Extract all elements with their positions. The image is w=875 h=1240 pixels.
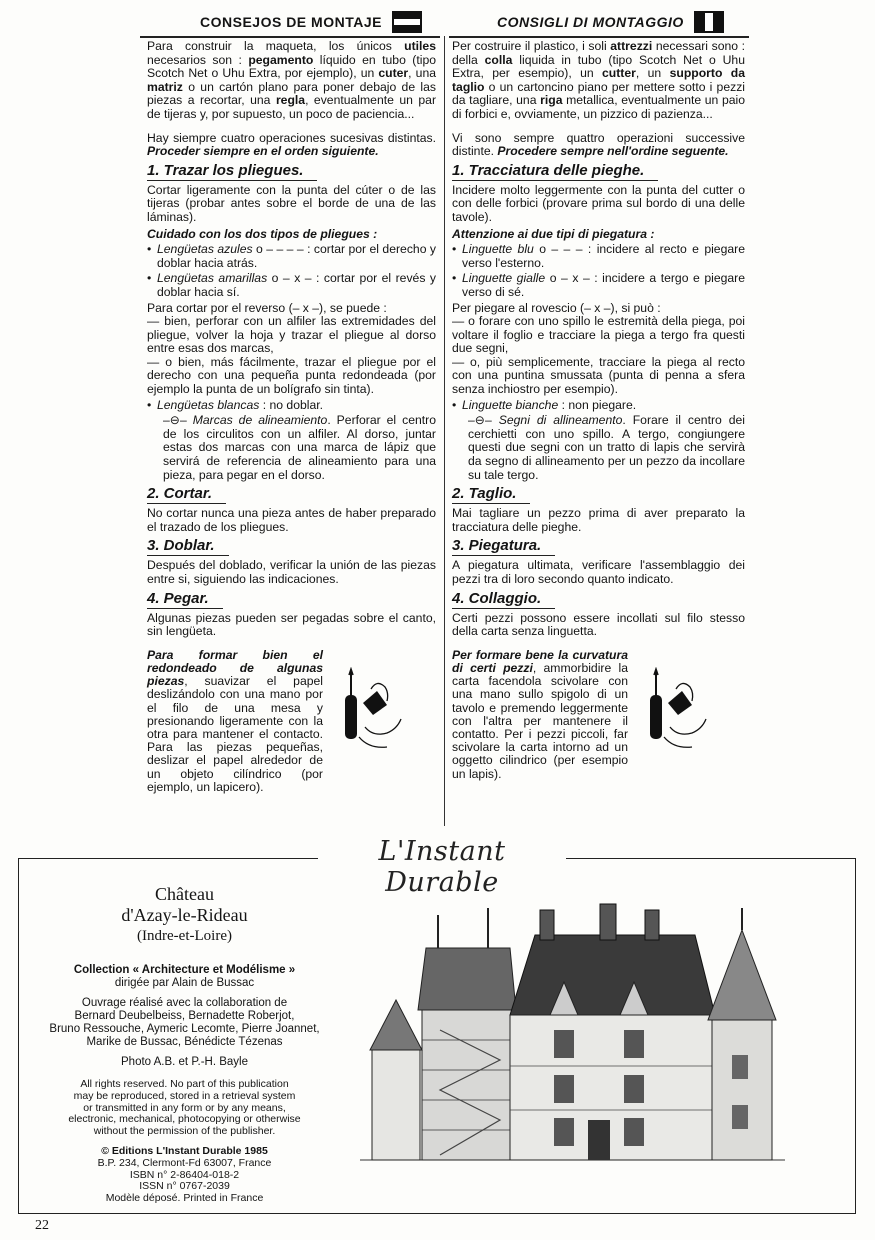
spanish-section-4-text: Algunas piezas pueden ser pegadas sobre el canto, sin lengüeta.	[147, 610, 436, 639]
italian-alignment-marks: –⊖– Segni di allineamento. Forare il centro dei cerchietti con uno spillo. A tergo, congiungere questi due segni con un tratto di lapis che servirà da segno di allineamento per un pezzo da incollare su tale tergo.	[468, 413, 745, 482]
brand-rule-right	[566, 858, 856, 859]
italian-section-3: 3. Piegatura.	[452, 537, 555, 556]
italian-header-title: CONSIGLI DI MONTAGGIO	[497, 14, 684, 30]
spanish-bullet-white: • Lengüetas blancas : no doblar.	[147, 397, 324, 412]
italian-bullet-white: • Linguette bianche : non piegare.	[452, 397, 637, 412]
spanish-column	[147, 40, 436, 794]
publisher-info: © Editions L'Instant Durable 1985 B.P. 234, Clermont-Fd 63007, France ISBN n° 2-86404-018-2 ISSN n° 0767-2039 Modèle déposé. Printed in France	[97, 1144, 272, 1205]
colophon	[32, 884, 337, 1205]
rights-notice: All rights reserved. No part of this publication may be reproduced, stored in a retrieval system or transmitted in any form or by any means, electronic, mechanical, photocopying or otherwise without the permission of the publisher.	[68, 1078, 301, 1138]
column-divider	[444, 36, 445, 826]
italian-intro: Per costruire il plastico, i soli attrezzi necessari sono : della colla liquida in tubo (tipo Scotch Net o Uhu Extra, per esempio), un cutter, un supporto da taglio o un cartoncino piano per mettere sotto i pezzi da tagliare, una riga metallica, eventualmente un paio di forbici e, ovviamente, un pizzico di pazienza...	[452, 39, 745, 121]
collaborators-line-3: Bruno Ressouche, Aymeric Lecomte, Pierre Joannet,	[49, 1023, 320, 1035]
italian-section-1: 1. Tracciatura delle pieghe.	[452, 162, 658, 181]
spanish-intro: Para construir la maqueta, los únicos utiles necesarios son : pegamento líquido en tubo (tipo Scotch Net o Uhu Extra, por ejemplo), un cuter, una matriz o un cartón plano para poner debajo de las piezas a recortar, una regla, eventualmente un par de tijeras y, por supuesto, un poco de paciencia...	[147, 39, 437, 121]
italian-header	[497, 9, 724, 35]
spanish-section-2-text: No cortar nunca una pieza antes de haber preparado el trazado de los pliegues.	[147, 506, 436, 534]
collection-director: dirigée par Alain de Bussac	[114, 977, 255, 989]
italian-section-4: 4. Collaggio.	[452, 590, 555, 609]
italian-section-4-text: Certi pezzi possono essere incollati sul filo stesso della carta senza linguetta.	[452, 610, 745, 639]
spanish-bullet-yellow: • Lengüetas amarillas o – x – : cortar por el revés y doblar hacia sí.	[147, 271, 437, 299]
alignment-mark-icon: –⊖–	[163, 413, 187, 428]
publisher-logo: L'Instant Durable	[378, 836, 506, 898]
header-rule-right	[449, 36, 749, 38]
book-region: (Indre-et-Loire)	[137, 928, 232, 944]
spanish-flag-icon	[392, 11, 422, 33]
spanish-bullet-blue: • Lengüetas azules o – – – – : cortar por el derecho y doblar hacia atrás.	[147, 242, 436, 270]
italian-order: Vi sono sempre quattro operazioni successive distinte. Procedere sempre nell'ordine seguente.	[452, 130, 745, 159]
castle-illustration	[360, 890, 790, 1200]
book-title-line-2: d'Azay-le-Rideau	[121, 905, 248, 925]
italian-bullet-blue: • Linguette blu o – – – : incidere al recto e piegare verso l'esterno.	[452, 242, 745, 270]
collaborators-line-4: Marike de Bussac, Bénédicte Tézenas	[86, 1036, 283, 1048]
spanish-section-1: 1. Trazar los pliegues.	[147, 162, 317, 181]
italian-section-1-text: Incidere molto leggermente con la punta del cutter o con delle forbici (provare prima sul bordo di una delle tavole).	[452, 182, 745, 224]
collection-name: Collection « Architecture et Modélisme »	[73, 964, 296, 976]
alignment-mark-icon: –⊖–	[468, 413, 492, 428]
italian-reverse-intro: Per piegare al rovescio (– x –), si può :	[452, 300, 661, 315]
book-title-line-1: Château	[155, 884, 214, 904]
italian-fold-types: Attenzione ai due tipi di piegatura :	[452, 226, 655, 241]
italian-column	[452, 40, 745, 781]
spanish-reverse-option-1: — bien, perforar con un alfiler las extremidades del pliegue, volver la hoja y trazar el pliegue al dorso entre esas dos marcas,	[147, 314, 436, 356]
spanish-section-2: 2. Cortar.	[147, 485, 226, 504]
italian-section-2: 2. Taglio.	[452, 485, 530, 504]
spanish-alignment-marks: –⊖– Marcas de alineamiento. Perforar el centro de los circulitos con un alfiler. Al dorso, juntar estas dos marcas con una marca de lápiz que servirá de referencia de alineamiento para una pieza, para pegar en el dorso.	[163, 413, 436, 482]
spanish-header	[200, 9, 422, 35]
italian-bullet-yellow: • Linguette gialle o – x – : incidere a tergo e piegare verso di sé.	[452, 271, 745, 299]
spanish-order: Hay siempre cuatro operaciones sucesivas distintas. Proceder siempre en el orden siguiente.	[147, 130, 436, 159]
italian-reverse-option-1: — o forare con uno spillo le estremità della piega, poi voltare il foglio e tracciare la piega a tergo fra questi due segni,	[452, 314, 745, 356]
spanish-section-4: 4. Pegar.	[147, 590, 223, 609]
collaborators-line-1: Ouvrage réalisé avec la collaboration de	[81, 997, 288, 1009]
italian-section-3-text: A piegatura ultimata, verificare l'assemblaggio dei pezzi tra di loro secondo quanto indicato.	[452, 558, 745, 586]
italian-rounding-tip: Per formare bene la curvatura di certi pezzi, ammorbidire la carta facendola scivolare con una mano sullo spigolo di un tavolo e premendo leggermente con l'altra per mantenere il contatto. Per i pezzi piccoli, far scivolare la carta intorno ad un oggetto cilindrico (per esempio un lapis).	[452, 649, 745, 781]
collaborators-line-2: Bernard Deubelbeiss, Bernadette Roberjot,	[74, 1010, 295, 1022]
header-rule-left	[140, 36, 440, 38]
photo-credit: Photo A.B. et P.-H. Bayle	[121, 1056, 248, 1068]
spanish-section-3-text: Después del doblado, verificar la unión de las piezas entre si, siguiendo las indicaciones.	[147, 558, 436, 586]
spanish-header-title: CONSEJOS DE MONTAJE	[200, 14, 382, 30]
spanish-section-1-text: Cortar ligeramente con la punta del cúter o de las tijeras (probar antes sobre el borde de una de las láminas).	[147, 182, 436, 224]
italian-section-2-text: Mai tagliare un pezzo prima di aver preparato la tracciatura delle pieghe.	[452, 506, 745, 534]
hands-rolling-paper-illustration	[323, 649, 436, 794]
spanish-reverse-option-2: — o bien, más fácilmente, trazar el pliegue por el derecho con una pequeña punta redondeada (por ejemplo la punta de un bolígrafo sin tinta).	[147, 354, 436, 397]
italian-reverse-option-2: — o, più semplicemente, tracciare la piega al recto con una puntina smussata (punta di penna a sfera senza inchiostro per esempio).	[452, 354, 745, 397]
spanish-section-3: 3. Doblar.	[147, 537, 229, 556]
spanish-fold-types: Cuidado con los dos tipos de pliegues :	[147, 226, 378, 241]
italian-flag-icon	[694, 11, 724, 33]
spanish-rounding-tip: Para formar bien el redondeado de algunas piezas, suavizar el papel deslizándolo con una mano por el filo de una mesa y presionando ligeramente con la otra para mantener el contacto. Para las piezas pequeñas, deslizar el papel alrededor de un objeto cilíndrico (por ejemplo, un lapicero).	[147, 649, 436, 794]
hands-rolling-paper-illustration	[628, 649, 745, 781]
page-number: 22	[35, 1218, 49, 1233]
brand-rule-left	[18, 858, 318, 859]
spanish-reverse-intro: Para cortar por el reverso (– x –), se puede :	[147, 300, 387, 315]
